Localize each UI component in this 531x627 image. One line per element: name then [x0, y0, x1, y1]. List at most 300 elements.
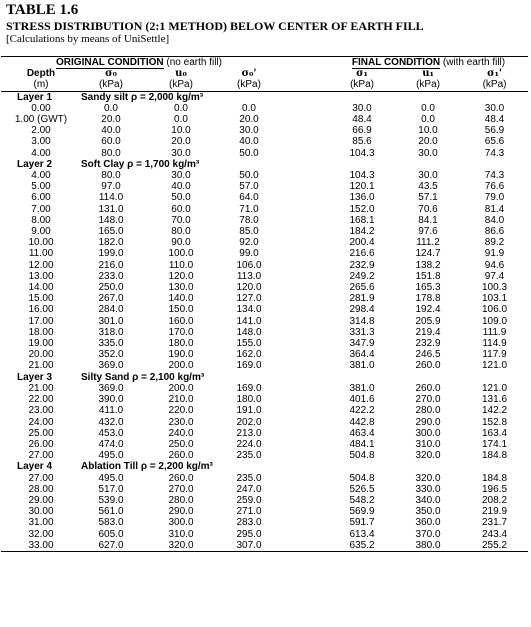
sigma0-cell: 627.0: [98, 539, 124, 551]
u0-cell: 280.0: [168, 494, 194, 506]
table-row: [1, 304, 528, 315]
sigma0p-header: σ₀': [241, 68, 257, 80]
sigma1-cell: 442.8: [349, 416, 375, 428]
u1-cell: 370.0: [415, 528, 441, 540]
table-row: [1, 473, 528, 484]
table-row: [1, 349, 528, 360]
table-row: [1, 428, 528, 439]
sigma1-cell: 463.4: [349, 427, 375, 439]
depth-cell: 23.00: [28, 405, 54, 417]
sigma0p-cell: 235.0: [236, 472, 262, 484]
sigma1-cell: 168.1: [349, 214, 375, 226]
sigma0p-cell: 169.0: [236, 360, 262, 372]
u1-cell: 138.2: [415, 259, 441, 271]
sigma0-cell: 284.0: [98, 304, 124, 316]
sigma1-cell: 281.9: [349, 293, 375, 305]
depth-cell: 6.00: [31, 192, 51, 204]
sigma1-cell: 152.0: [349, 203, 375, 215]
sigma1-header: σ₁: [356, 68, 368, 80]
u1-cell: 30.0: [418, 170, 438, 182]
u0-cell: 220.0: [168, 405, 194, 417]
u1-cell: 320.0: [415, 450, 441, 462]
u1-cell: 10.0: [418, 125, 438, 137]
u1-cell: 232.9: [415, 338, 441, 350]
spacer-cell: [277, 360, 329, 371]
sigma0p-cell: 148.0: [236, 326, 262, 338]
table-note: [Calculations by means of UniSettle]: [6, 33, 170, 45]
sigma1p-cell: 255.2: [482, 539, 508, 551]
table-row: [1, 125, 528, 136]
u0-cell: 210.0: [168, 394, 194, 406]
depth-cell: 24.00: [28, 416, 54, 428]
table-row: [1, 327, 528, 338]
sigma0-cell: 233.0: [98, 270, 124, 282]
sigma0p-cell: 57.0: [239, 181, 259, 193]
sigma1p-cell: 103.1: [482, 293, 508, 305]
table-row: [1, 248, 528, 259]
sigma1p-cell: 100.3: [482, 282, 508, 294]
u0-cell: 320.0: [168, 539, 194, 551]
u1-cell: 260.0: [415, 382, 441, 394]
spacer-cell: [277, 226, 329, 237]
final-condition-header: [329, 57, 528, 69]
sigma1p-unit: (kPa): [482, 79, 507, 91]
sigma0p-cell: 134.0: [236, 304, 262, 316]
sigma0p-cell: 235.0: [236, 450, 262, 462]
sigma0-cell: 182.0: [98, 237, 124, 249]
sigma1p-cell: 196.5: [482, 483, 508, 495]
u0-cell: 110.0: [168, 259, 194, 271]
sigma0p-unit: (kPa): [237, 79, 261, 91]
sigma0p-cell: 50.0: [239, 170, 259, 182]
table-row: [1, 260, 528, 271]
spacer-header: [277, 57, 329, 69]
u0-header: u₀: [175, 68, 187, 80]
sigma0p-cell: 155.0: [236, 338, 262, 350]
depth-cell: 1.00 (GWT): [14, 114, 68, 126]
spacer-cell: [277, 439, 329, 450]
u0-cell: 0.0: [174, 102, 188, 114]
spacer-cell: [277, 529, 329, 540]
depth-cell: 3.00: [31, 136, 51, 148]
u1-cell: 165.3: [415, 282, 441, 294]
table-row: [1, 417, 528, 428]
sigma0p-cell: 92.0: [239, 237, 259, 249]
table-row: [1, 517, 528, 528]
u1-header: u₁: [422, 68, 434, 80]
table-subtitle: STRESS DISTRIBUTION (2:1 METHOD) BELOW CENTER OF EARTH FILL: [6, 19, 424, 33]
spacer-cell: [277, 495, 329, 506]
original-label: ORIGINAL CONDITION: [56, 57, 164, 68]
table-row: [1, 103, 528, 114]
depth-cell: 14.00: [28, 282, 54, 294]
u1-cell: 20.0: [418, 136, 438, 148]
table-row: [1, 226, 528, 237]
sigma1-cell: 347.9: [349, 338, 375, 350]
sigma1-cell: 381.0: [349, 382, 375, 394]
u1-cell: 246.5: [415, 349, 441, 361]
layer-header-row: [1, 159, 528, 170]
sigma1p-cell: 48.4: [484, 114, 505, 126]
sigma1-cell: 613.4: [349, 528, 375, 540]
sigma0-cell: 148.0: [98, 214, 124, 226]
spacer-cell: [277, 304, 329, 315]
sigma0-cell: 495.0: [98, 472, 124, 484]
spacer-cell: [277, 349, 329, 360]
table-row: [1, 360, 528, 371]
depth-cell: 10.00: [28, 237, 54, 249]
sigma0-cell: 20.0: [101, 114, 121, 126]
sigma0p-cell: 213.0: [236, 427, 262, 439]
u0-unit: (kPa): [169, 79, 193, 91]
depth-cell: 16.00: [28, 304, 54, 316]
sigma1p-cell: 86.6: [484, 226, 505, 238]
u1-cell: 290.0: [415, 416, 441, 428]
sigma0p-cell: 64.0: [239, 192, 259, 204]
u1-cell: 0.0: [421, 114, 435, 126]
u0-cell: 20.0: [171, 136, 191, 148]
layer-name: Layer 1: [17, 91, 53, 103]
layer-description: Sandy silt ρ = 2,000 kg/m³: [81, 91, 204, 103]
sigma1p-cell: 131.6: [482, 394, 508, 406]
layer-name: Layer 4: [17, 461, 53, 473]
depth-cell: 26.00: [28, 438, 54, 450]
spacer-cell: [277, 327, 329, 338]
depth-cell: 9.00: [31, 226, 51, 238]
sigma0-unit: (kPa): [99, 79, 123, 91]
depth-cell: 25.00: [28, 427, 54, 439]
u1-cell: 270.0: [415, 394, 441, 406]
sigma0p-cell: 78.0: [239, 214, 259, 226]
sigma0p-cell: 113.0: [236, 270, 262, 282]
sigma1-cell: 216.6: [349, 248, 375, 260]
layer-description: Silty Sand ρ = 2,100 kg/m³: [81, 371, 205, 383]
spacer-cell: [277, 417, 329, 428]
u1-cell: 350.0: [415, 506, 441, 518]
sigma1p-cell: 106.0: [482, 304, 508, 316]
sigma1p-header: σ₁': [487, 68, 502, 80]
table-row: [1, 439, 528, 450]
sigma0p-cell: 120.0: [236, 282, 262, 294]
u0-cell: 100.0: [168, 248, 194, 260]
sigma1-cell: 635.2: [349, 539, 375, 551]
spacer-cell: [277, 394, 329, 405]
sigma0p-cell: 259.0: [236, 494, 262, 506]
table-row: [1, 215, 528, 226]
sigma1-cell: 30.0: [352, 102, 372, 114]
sigma1p-cell: 91.9: [484, 248, 505, 260]
sigma1-cell: 314.8: [349, 315, 375, 327]
table-row: [1, 394, 528, 405]
final-label: FINAL CONDITION: [351, 57, 441, 68]
depth-cell: 29.00: [28, 494, 54, 506]
u0-cell: 200.0: [168, 360, 194, 372]
spacer-cell: [277, 383, 329, 394]
table-row: [1, 383, 528, 394]
u1-cell: 178.8: [415, 293, 441, 305]
sigma0-cell: 369.0: [98, 382, 124, 394]
u0-cell: 50.0: [171, 192, 191, 204]
u1-cell: 192.4: [415, 304, 441, 316]
u0-cell: 310.0: [168, 528, 194, 540]
sigma1p-cell: 208.2: [482, 494, 508, 506]
sigma0p-cell: 30.0: [239, 125, 259, 137]
sigma0-cell: 495.0: [98, 450, 124, 462]
sigma0p-cell: 202.0: [236, 416, 262, 428]
sigma1-cell: 136.0: [349, 192, 375, 204]
original-condition-header: [1, 57, 277, 69]
final-note: (with earth fill): [442, 57, 506, 68]
sigma0p-cell: 50.0: [239, 147, 259, 159]
sigma0p-cell: 271.0: [236, 506, 262, 518]
sigma0-cell: 411.0: [98, 405, 124, 417]
sigma1p-cell: 74.3: [484, 147, 505, 159]
spacer-cell: [277, 316, 329, 327]
sigma1-cell: 104.3: [349, 147, 375, 159]
depth-cell: 21.00: [28, 360, 54, 372]
spacer-cell: [277, 248, 329, 259]
depth-cell: 11.00: [28, 248, 54, 260]
sigma0-cell: 114.0: [98, 192, 124, 204]
table-row: [1, 170, 528, 181]
depth-cell: 4.00: [31, 170, 51, 182]
sigma0p-cell: 295.0: [236, 528, 262, 540]
u0-cell: 60.0: [171, 203, 191, 215]
spacer-cell: [277, 170, 329, 181]
sigma0-cell: 97.0: [101, 181, 121, 193]
table-row: [1, 450, 528, 461]
sigma1-cell: 569.9: [349, 506, 375, 518]
u0-cell: 150.0: [168, 304, 194, 316]
u1-cell: 70.6: [418, 203, 438, 215]
sigma1-cell: 526.5: [349, 483, 375, 495]
sigma1p-cell: 81.4: [484, 203, 505, 215]
layer-name: Layer 3: [17, 371, 53, 383]
depth-cell: 31.00: [28, 517, 54, 529]
sigma1p-cell: 94.6: [484, 259, 505, 271]
table-body: [1, 91, 528, 551]
sigma0-header: σ₀: [105, 68, 117, 80]
sigma0p-cell: 180.0: [236, 394, 262, 406]
u1-cell: 280.0: [415, 405, 441, 417]
u0-cell: 10.0: [171, 125, 191, 137]
sigma1p-cell: 142.2: [482, 405, 508, 417]
u1-cell: 380.0: [415, 539, 441, 551]
depth-unit: (m): [33, 79, 49, 91]
u1-cell: 124.7: [415, 248, 441, 260]
sigma0p-cell: 40.0: [239, 136, 259, 148]
sigma0p-cell: 106.0: [236, 259, 262, 271]
u0-cell: 70.0: [171, 214, 191, 226]
u1-cell: 151.8: [415, 270, 441, 282]
spacer-cell: [277, 517, 329, 528]
spacer-cell: [277, 237, 329, 248]
depth-cell: 5.00: [31, 181, 51, 193]
sigma0-cell: 80.0: [101, 170, 121, 182]
depth-cell: 33.00: [28, 539, 54, 551]
u0-cell: 80.0: [171, 226, 191, 238]
sigma1p-cell: 184.8: [482, 450, 508, 462]
depth-cell: 0.00: [31, 102, 51, 114]
layer-header-row: [1, 372, 528, 383]
sigma1-cell: 104.3: [349, 170, 375, 182]
depth-cell: 32.00: [28, 528, 54, 540]
sigma1p-cell: 30.0: [484, 102, 505, 114]
u0-cell: 200.0: [168, 382, 194, 394]
sigma0-cell: 453.0: [98, 427, 124, 439]
sigma1p-cell: 219.9: [482, 506, 508, 518]
spacer-cell: [277, 450, 329, 461]
sigma1p-cell: 121.0: [482, 360, 508, 372]
sigma1-cell: 422.2: [349, 405, 375, 417]
table-row: [1, 540, 528, 552]
sigma0p-cell: 169.0: [236, 382, 262, 394]
depth-cell: 2.00: [31, 125, 51, 137]
sigma0p-cell: 224.0: [236, 438, 262, 450]
sigma1-cell: 401.6: [349, 394, 375, 406]
sigma0-cell: 40.0: [101, 125, 121, 137]
sigma1-cell: 184.2: [349, 226, 375, 238]
sigma0-cell: 369.0: [98, 360, 124, 372]
sigma0-cell: 432.0: [98, 416, 124, 428]
sigma0-cell: 517.0: [98, 483, 124, 495]
spacer-cell: [277, 428, 329, 439]
u0-cell: 190.0: [168, 349, 194, 361]
sigma0-cell: 539.0: [98, 494, 124, 506]
spacer-cell: [277, 215, 329, 226]
spacer-cell: [277, 484, 329, 495]
sigma1-cell: 265.6: [349, 282, 375, 294]
sigma0-cell: 165.0: [98, 226, 124, 238]
table-row: [1, 338, 528, 349]
spacer-cell: [277, 260, 329, 271]
depth-cell: 15.00: [28, 293, 54, 305]
table-row: [1, 495, 528, 506]
table-row: [1, 136, 528, 147]
table-row: [1, 282, 528, 293]
sigma0p-cell: 307.0: [236, 539, 262, 551]
sigma0-cell: 474.0: [98, 438, 124, 450]
u1-cell: 260.0: [415, 360, 441, 372]
sigma1-cell: 591.7: [349, 517, 375, 529]
sigma1-cell: 249.2: [349, 270, 375, 282]
sigma1p-cell: 111.9: [482, 326, 507, 338]
table-row: [1, 114, 528, 125]
u0-cell: 90.0: [171, 237, 191, 249]
sigma1-cell: 232.9: [349, 259, 375, 271]
sigma0-cell: 216.0: [98, 259, 124, 271]
sigma0-cell: 301.0: [98, 315, 124, 327]
sigma1-cell: 298.4: [349, 304, 375, 316]
sigma1p-cell: 65.6: [484, 136, 505, 148]
sigma0p-cell: 99.0: [239, 248, 259, 260]
table-row: [1, 271, 528, 282]
u0-cell: 180.0: [168, 338, 194, 350]
u1-cell: 97.6: [418, 226, 438, 238]
depth-cell: 4.00: [31, 147, 51, 159]
u0-cell: 160.0: [168, 315, 194, 327]
sigma1-cell: 331.3: [349, 326, 375, 338]
sigma0p-cell: 71.0: [239, 203, 259, 215]
depth-cell: 12.00: [28, 259, 54, 271]
depth-cell: 7.00: [31, 203, 51, 215]
sigma0p-cell: 162.0: [236, 349, 262, 361]
spacer-cell: [277, 136, 329, 147]
sigma0p-cell: 141.0: [236, 315, 262, 327]
sigma0-cell: 561.0: [98, 506, 124, 518]
sigma1-cell: 200.4: [349, 237, 375, 249]
u1-cell: 320.0: [415, 472, 441, 484]
u0-cell: 300.0: [168, 517, 194, 529]
depth-cell: 22.00: [28, 394, 54, 406]
original-note: (no earth fill): [166, 57, 222, 68]
spacer-cell: [277, 148, 329, 159]
sigma1p-cell: 97.4: [484, 270, 505, 282]
depth-cell: 8.00: [31, 214, 51, 226]
layer-header-row: [1, 91, 528, 103]
depth-cell: 17.00: [28, 315, 54, 327]
sigma1-cell: 120.1: [349, 181, 375, 193]
sigma1p-cell: 174.1: [482, 438, 508, 450]
u1-cell: 84.1: [418, 214, 438, 226]
sigma1-cell: 48.4: [352, 114, 372, 126]
stress-table: [1, 56, 528, 552]
u1-cell: 300.0: [415, 427, 441, 439]
sigma0p-cell: 0.0: [242, 102, 256, 114]
sigma1p-cell: 163.4: [482, 427, 508, 439]
table-row: [1, 316, 528, 327]
spacer-cell: [277, 204, 329, 215]
spacer-cell: [277, 293, 329, 304]
sigma1p-cell: 114.9: [482, 338, 507, 350]
u0-cell: 130.0: [168, 282, 194, 294]
spacer-cell: [277, 540, 329, 552]
u1-cell: 360.0: [415, 517, 441, 529]
layer-description: Ablation Till ρ = 2,200 kg/m³: [81, 461, 213, 473]
u1-cell: 310.0: [415, 438, 441, 450]
sigma1p-cell: 184.8: [482, 472, 508, 484]
u1-cell: 30.0: [418, 147, 438, 159]
sigma0-cell: 267.0: [98, 293, 124, 305]
sigma1p-cell: 79.0: [484, 192, 505, 204]
depth-cell: 21.00: [28, 382, 54, 394]
table-row: [1, 529, 528, 540]
spacer-cell: [277, 506, 329, 517]
sigma0p-cell: 20.0: [239, 114, 259, 126]
sigma1p-cell: 84.0: [484, 214, 505, 226]
u1-cell: 340.0: [415, 494, 441, 506]
sigma0-cell: 352.0: [98, 349, 124, 361]
u0-cell: 140.0: [168, 293, 194, 305]
sigma0-cell: 583.0: [98, 517, 124, 529]
sigma1p-cell: 231.7: [482, 517, 508, 529]
sigma0p-cell: 191.0: [236, 405, 262, 417]
u1-cell: 111.2: [416, 237, 440, 249]
sigma1p-cell: 121.0: [482, 382, 508, 394]
sigma1-unit: (kPa): [350, 79, 374, 91]
depth-cell: 27.00: [28, 450, 54, 462]
sigma0-cell: 0.0: [104, 102, 118, 114]
table-row: [1, 192, 528, 203]
table-row: [1, 148, 528, 159]
u1-cell: 330.0: [415, 483, 441, 495]
u0-cell: 0.0: [174, 114, 188, 126]
sigma1-cell: 548.2: [349, 494, 375, 506]
sigma1p-cell: 117.9: [482, 349, 507, 361]
table-row: [1, 405, 528, 416]
spacer-cell: [277, 338, 329, 349]
spacer-cell: [277, 473, 329, 484]
